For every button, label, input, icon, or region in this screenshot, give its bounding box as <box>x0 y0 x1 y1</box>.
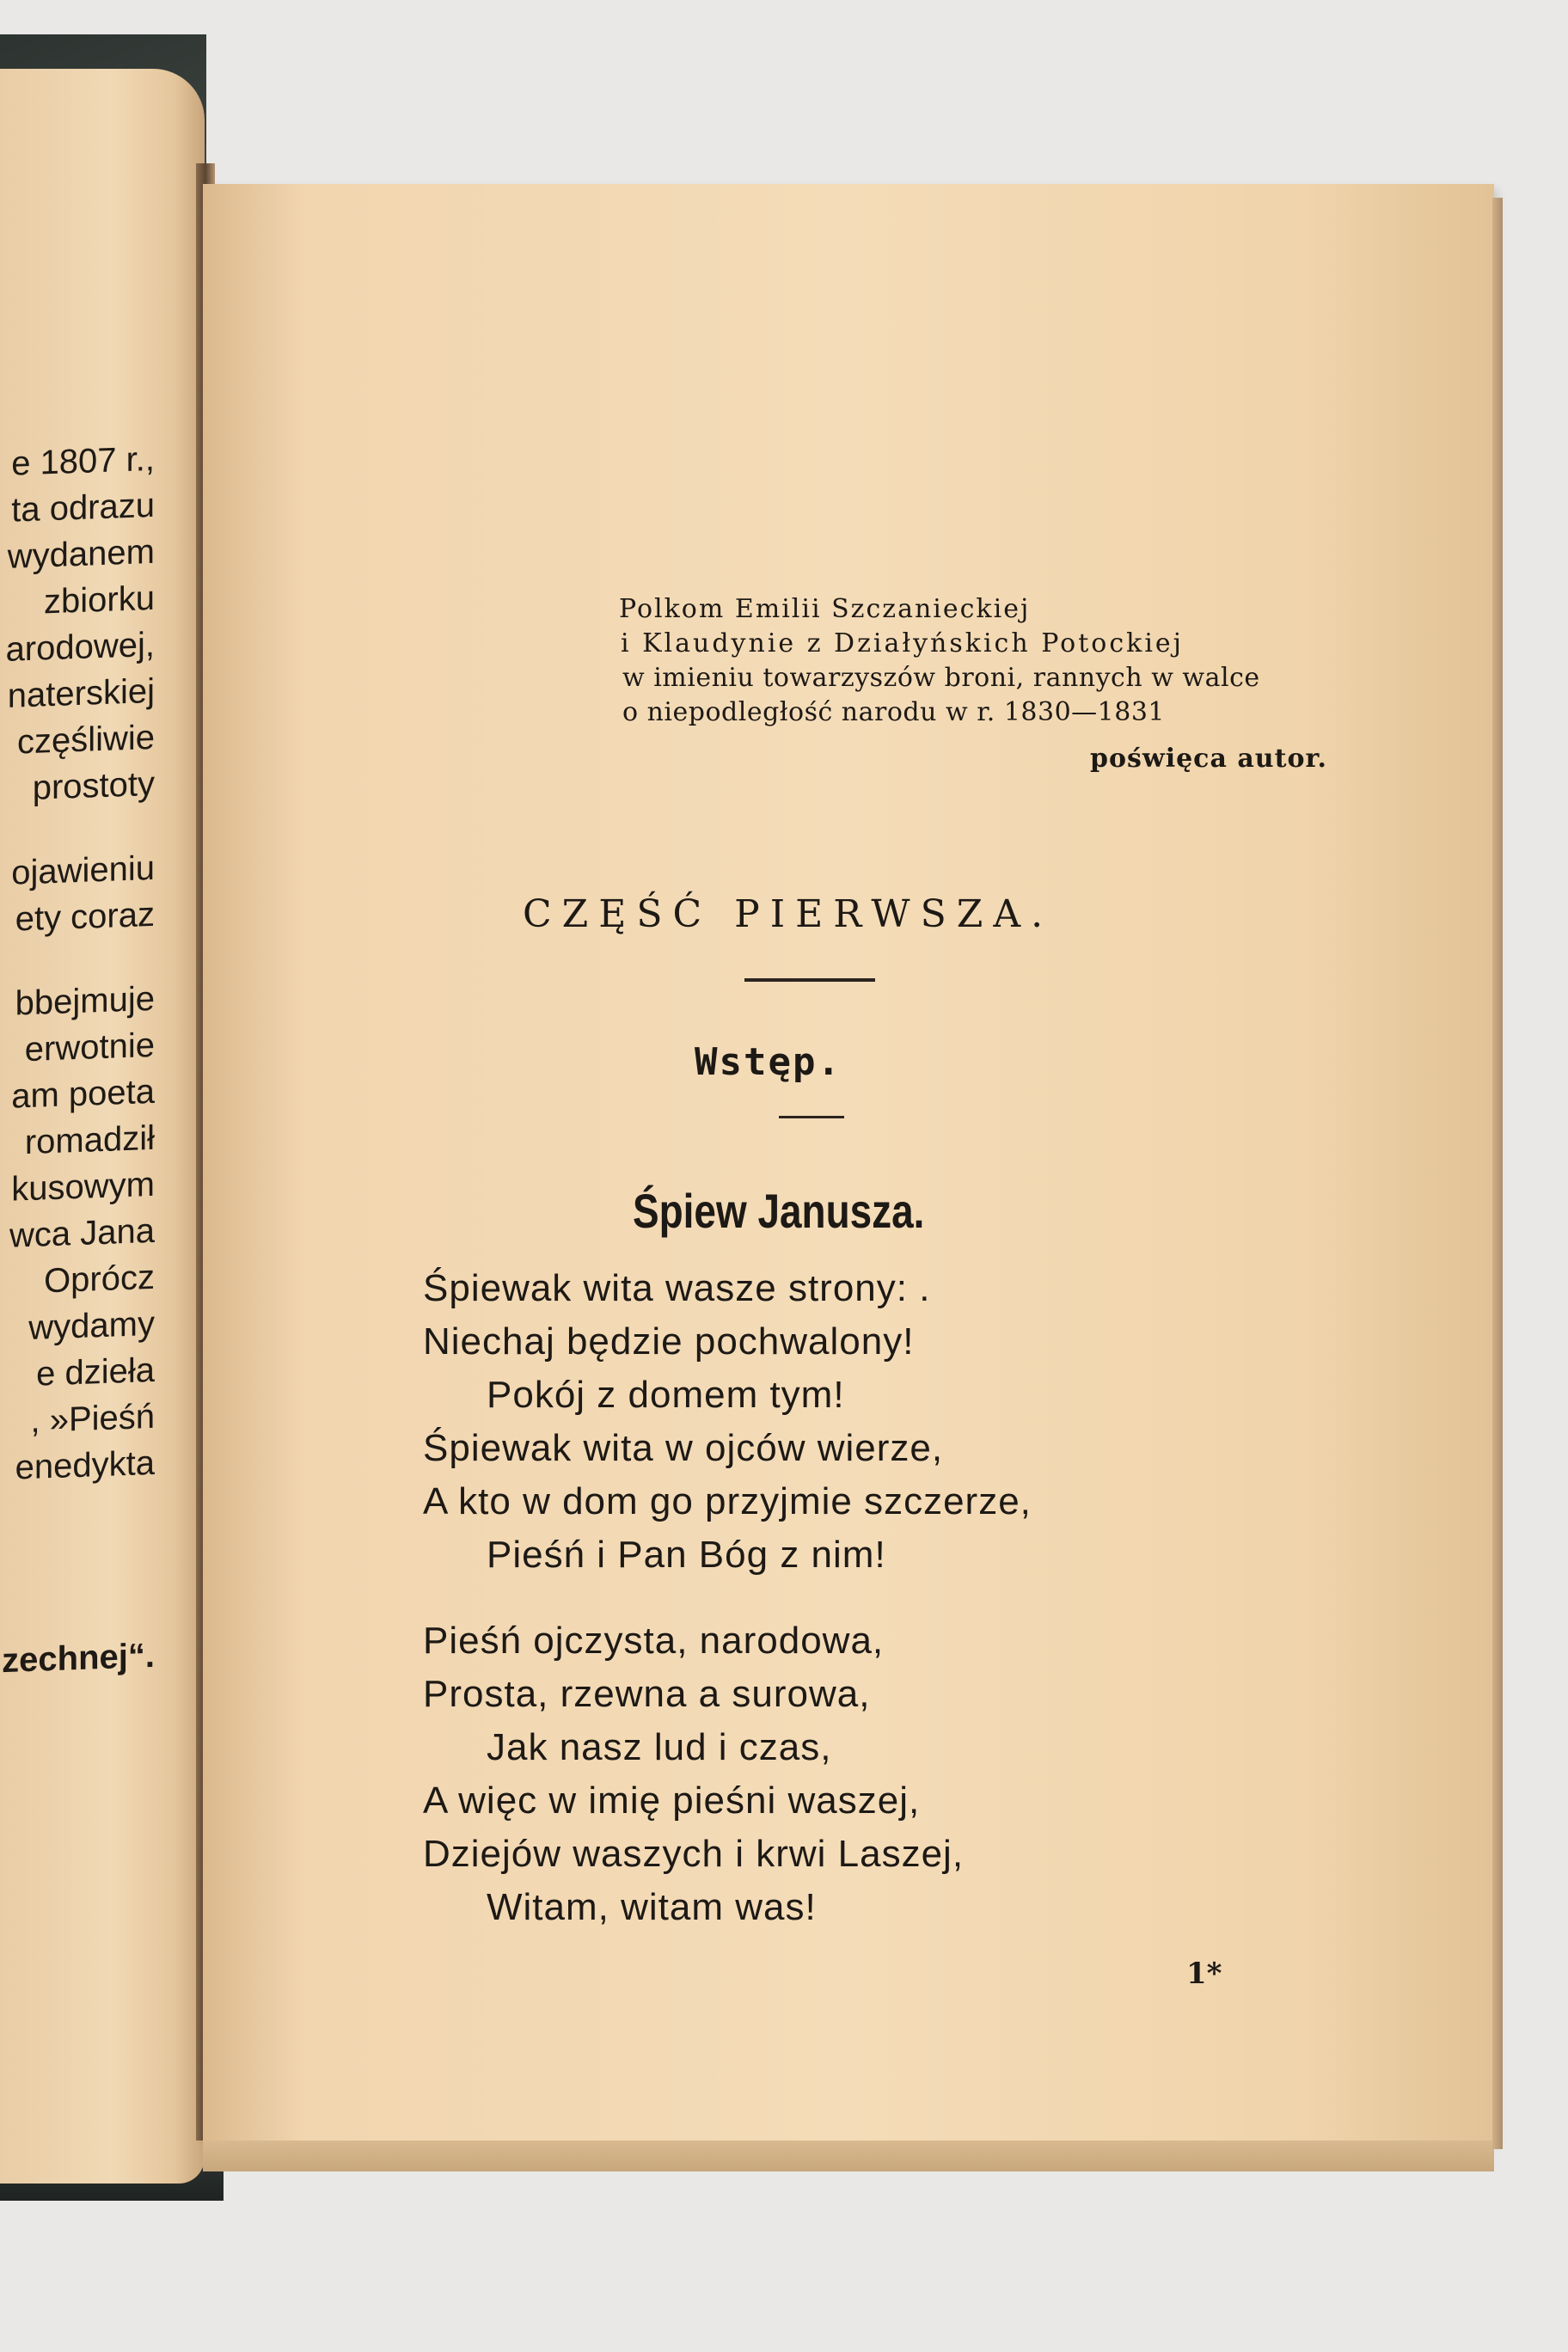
left-line: arodowej, <box>5 625 155 669</box>
left-line: Oprócz <box>44 1258 155 1301</box>
left-line: zechnej“. <box>2 1636 155 1681</box>
left-line: prostoty <box>32 764 155 807</box>
left-line: częśliwie <box>16 718 155 762</box>
verse-line: Śpiewak wita w ojców wierze, <box>423 1427 944 1469</box>
left-line: wca Jana <box>9 1211 155 1255</box>
poem-title: Śpiew Janusza. <box>633 1184 925 1238</box>
left-line: e dzieła <box>36 1351 155 1393</box>
left-line: e 1807 r., <box>11 439 155 483</box>
left-line: romadził <box>24 1118 155 1162</box>
left-line: wydanem <box>7 532 155 576</box>
section-title: Wstęp. <box>695 1040 842 1084</box>
verse-line: Jak nasz lud i czas, <box>487 1726 832 1768</box>
verse-line: Pieśń ojczysta, narodowa, <box>423 1620 885 1662</box>
verse-line: Pieśń i Pan Bóg z nim! <box>487 1534 886 1576</box>
left-line: ta odrazu <box>11 486 155 530</box>
verse-line: A kto w dom go przyjmie szczerze, <box>423 1480 1032 1522</box>
left-page-text <box>0 438 155 1681</box>
verse-line: A więc w imię pieśni waszej, <box>423 1779 921 1822</box>
page-right-edge <box>1492 198 1503 2149</box>
verse-line: Dziejów waszych i krwi Laszej, <box>423 1833 965 1875</box>
left-page <box>0 69 205 2184</box>
divider-rule <box>779 1116 844 1118</box>
dedication-line-1: Polkom Emilii Szczanieckiej <box>619 594 1031 624</box>
left-line: kusowym <box>11 1165 155 1209</box>
left-line: wydamy <box>28 1304 155 1347</box>
dedication-signoff: poświęca autor. <box>1090 744 1327 774</box>
left-line: erwotnie <box>24 1026 155 1069</box>
dedication-line-2: i Klaudynie z Działyńskich Potockiej <box>621 628 1184 658</box>
verse-line: Pokój z domem tym! <box>487 1374 845 1416</box>
verse-line: Prosta, rzewna a surowa, <box>423 1673 871 1715</box>
printer-signature-mark: 1* <box>1186 1957 1222 1991</box>
part-title: CZĘŚĆ PIERWSZA. <box>523 892 1054 936</box>
verse-line: Śpiewak wita wasze strony: . <box>423 1267 931 1309</box>
left-line: bbejmuje <box>15 979 155 1023</box>
verse-line: Niechaj będzie pochwalony! <box>423 1320 915 1363</box>
dedication-line-4: o niepodległość narodu w r. 1830—1831 <box>622 697 1166 727</box>
page-bottom-edge <box>203 2141 1494 2171</box>
left-line: am poeta <box>11 1072 155 1116</box>
left-line: zbiorku <box>44 579 155 622</box>
left-line: ety coraz <box>15 895 155 939</box>
left-line: , »Pieśń <box>30 1397 155 1440</box>
dedication-line-3: w imieniu towarzyszów broni, rannych w walce <box>622 663 1260 693</box>
divider-rule <box>744 978 875 982</box>
verse-line: Witam, witam was! <box>487 1886 817 1928</box>
left-line: ojawieniu <box>11 848 155 892</box>
left-line: enedykta <box>15 1443 155 1487</box>
left-line: naterskiej <box>7 671 155 715</box>
